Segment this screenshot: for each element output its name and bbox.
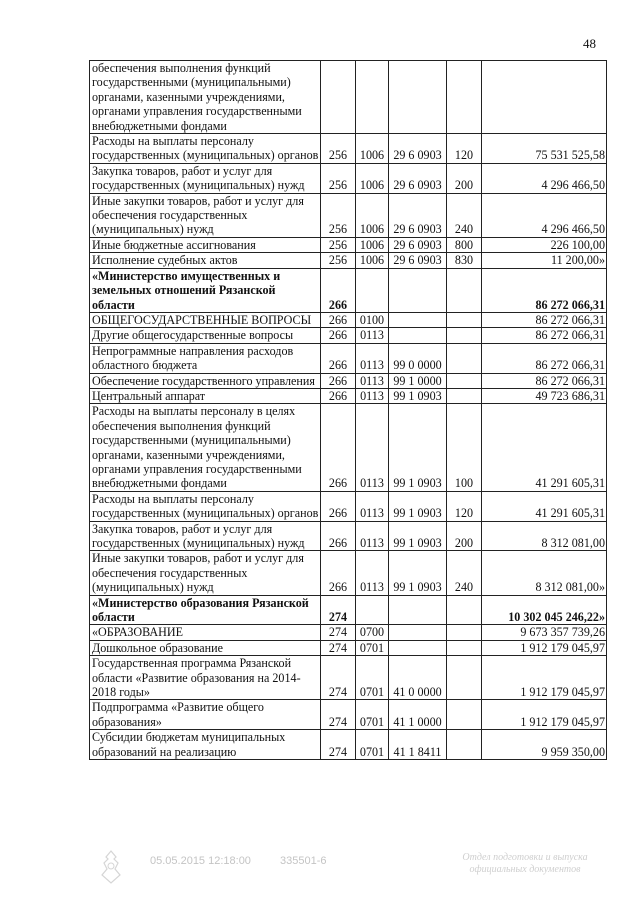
row-article: 99 1 0903 xyxy=(389,521,447,551)
table-row xyxy=(90,268,607,312)
row-name: обеспечения выполнения функций государственными (муниципальными) органами, казенными учреждениями, органами управления государственными внебюджетными фондами xyxy=(90,61,321,134)
table-row xyxy=(90,312,607,327)
row-code: 256 xyxy=(321,163,356,193)
table-row xyxy=(90,193,607,237)
emblem-icon xyxy=(94,849,128,885)
table-row xyxy=(90,551,607,595)
row-code: 274 xyxy=(321,730,356,760)
page-number: 48 xyxy=(583,36,596,51)
table-row xyxy=(90,373,607,388)
row-amount: 10 302 045 246,22» xyxy=(482,595,607,625)
row-section: 1006 xyxy=(356,237,389,252)
row-amount: 9 959 350,00 xyxy=(482,730,607,760)
row-name: Иные бюджетные ассигнования xyxy=(90,237,321,252)
row-name: Расходы на выплаты персоналу в целях обеспечения выполнения функций государственными (муниципальными) органами, казенными учреждениями, органами управления государственными внебюджетными фондами xyxy=(90,404,321,491)
row-section: 0113 xyxy=(356,328,389,343)
row-section xyxy=(356,61,389,134)
row-expense-type xyxy=(447,328,482,343)
row-code: 266 xyxy=(321,312,356,327)
row-name: Расходы на выплаты персоналу государственных (муниципальных) органов xyxy=(90,134,321,164)
row-amount: 86 272 066,31 xyxy=(482,268,607,312)
row-section xyxy=(356,268,389,312)
row-name: Иные закупки товаров, работ и услуг для обеспечения государственных (муниципальных) нужд xyxy=(90,193,321,237)
row-name: Другие общегосударственные вопросы xyxy=(90,328,321,343)
table-row xyxy=(90,521,607,551)
row-amount: 8 312 081,00» xyxy=(482,551,607,595)
row-section: 0113 xyxy=(356,343,389,373)
row-expense-type: 240 xyxy=(447,551,482,595)
row-code: 266 xyxy=(321,491,356,521)
row-expense-type xyxy=(447,312,482,327)
row-name: Дошкольное образование xyxy=(90,640,321,655)
row-expense-type: 120 xyxy=(447,491,482,521)
row-amount: 9 673 357 739,26 xyxy=(482,625,607,640)
row-article: 29 6 0903 xyxy=(389,134,447,164)
row-article: 41 0 0000 xyxy=(389,656,447,700)
row-name: Закупка товаров, работ и услуг для государственных (муниципальных) нужд xyxy=(90,521,321,551)
row-expense-type xyxy=(447,640,482,655)
row-code: 256 xyxy=(321,253,356,268)
row-article: 99 0 0000 xyxy=(389,343,447,373)
row-expense-type xyxy=(447,268,482,312)
footer-note: Отдел подготовки и выпуска официальных документов xyxy=(462,852,588,875)
row-name: Расходы на выплаты персоналу государственных (муниципальных) органов xyxy=(90,491,321,521)
footer-date: 05.05.2015 12:18:00 xyxy=(150,855,251,867)
table-row xyxy=(90,237,607,252)
footer-doc-id: 335501-6 xyxy=(280,855,327,867)
row-expense-type: 100 xyxy=(447,404,482,491)
row-section: 0113 xyxy=(356,373,389,388)
row-article xyxy=(389,328,447,343)
row-amount: 86 272 066,31 xyxy=(482,312,607,327)
budget-table xyxy=(89,60,607,760)
row-amount: 86 272 066,31 xyxy=(482,373,607,388)
row-code: 274 xyxy=(321,700,356,730)
row-code: 256 xyxy=(321,193,356,237)
row-code: 274 xyxy=(321,595,356,625)
row-expense-type: 800 xyxy=(447,237,482,252)
row-section: 0113 xyxy=(356,491,389,521)
row-name: Закупка товаров, работ и услуг для государственных (муниципальных) нужд xyxy=(90,163,321,193)
row-article: 99 1 0903 xyxy=(389,551,447,595)
row-expense-type xyxy=(447,730,482,760)
table-row xyxy=(90,343,607,373)
row-code: 266 xyxy=(321,343,356,373)
row-name: Государственная программа Рязанской области «Развитие образования на 2014-2018 годы» xyxy=(90,656,321,700)
row-amount: 11 200,00» xyxy=(482,253,607,268)
row-code: 266 xyxy=(321,388,356,403)
row-expense-type xyxy=(447,595,482,625)
row-amount: 41 291 605,31 xyxy=(482,404,607,491)
row-expense-type xyxy=(447,373,482,388)
row-article: 41 1 8411 xyxy=(389,730,447,760)
row-amount: 1 912 179 045,97 xyxy=(482,700,607,730)
row-section: 0100 xyxy=(356,312,389,327)
row-code: 266 xyxy=(321,373,356,388)
table-row xyxy=(90,328,607,343)
row-code: 274 xyxy=(321,656,356,700)
row-section: 0701 xyxy=(356,656,389,700)
row-article: 29 6 0903 xyxy=(389,193,447,237)
table-row xyxy=(90,700,607,730)
row-section: 1006 xyxy=(356,134,389,164)
row-expense-type xyxy=(447,388,482,403)
row-section: 0113 xyxy=(356,551,389,595)
row-article: 41 1 0000 xyxy=(389,700,447,730)
page-footer xyxy=(0,849,640,889)
row-article xyxy=(389,595,447,625)
row-amount: 1 912 179 045,97 xyxy=(482,640,607,655)
row-amount: 1 912 179 045,97 xyxy=(482,656,607,700)
row-article: 99 1 0903 xyxy=(389,404,447,491)
row-section: 0113 xyxy=(356,388,389,403)
row-amount: 49 723 686,31 xyxy=(482,388,607,403)
row-name: Центральный аппарат xyxy=(90,388,321,403)
row-section: 0113 xyxy=(356,521,389,551)
row-code: 266 xyxy=(321,404,356,491)
row-name: «ОБРАЗОВАНИЕ xyxy=(90,625,321,640)
row-article xyxy=(389,268,447,312)
row-expense-type: 200 xyxy=(447,521,482,551)
table-row xyxy=(90,625,607,640)
row-code: 274 xyxy=(321,640,356,655)
row-article xyxy=(389,61,447,134)
row-section: 0701 xyxy=(356,730,389,760)
row-expense-type: 120 xyxy=(447,134,482,164)
row-code: 274 xyxy=(321,625,356,640)
table-row xyxy=(90,388,607,403)
table-row xyxy=(90,595,607,625)
row-code: 266 xyxy=(321,328,356,343)
row-code: 266 xyxy=(321,551,356,595)
row-amount: 226 100,00 xyxy=(482,237,607,252)
row-section: 0700 xyxy=(356,625,389,640)
row-expense-type xyxy=(447,343,482,373)
row-code: 266 xyxy=(321,268,356,312)
table-row xyxy=(90,656,607,700)
row-expense-type xyxy=(447,61,482,134)
row-section: 1006 xyxy=(356,193,389,237)
row-article xyxy=(389,625,447,640)
table-row xyxy=(90,61,607,134)
row-section: 0113 xyxy=(356,404,389,491)
row-expense-type: 200 xyxy=(447,163,482,193)
row-name: Субсидии бюджетам муниципальных образований на реализацию xyxy=(90,730,321,760)
row-name: «Министерство имущественных и земельных отношений Рязанской области xyxy=(90,268,321,312)
row-expense-type: 240 xyxy=(447,193,482,237)
row-article: 29 6 0903 xyxy=(389,163,447,193)
row-code xyxy=(321,61,356,134)
row-name: Обеспечение государственного управления xyxy=(90,373,321,388)
row-code: 266 xyxy=(321,521,356,551)
row-name: Иные закупки товаров, работ и услуг для обеспечения государственных (муниципальных) нужд xyxy=(90,551,321,595)
table-row xyxy=(90,404,607,491)
row-article: 99 1 0903 xyxy=(389,491,447,521)
row-name: ОБЩЕГОСУДАРСТВЕННЫЕ ВОПРОСЫ xyxy=(90,312,321,327)
row-section: 0701 xyxy=(356,700,389,730)
row-amount: 86 272 066,31 xyxy=(482,328,607,343)
budget-table-body xyxy=(90,61,607,760)
row-amount xyxy=(482,61,607,134)
row-amount: 4 296 466,50 xyxy=(482,193,607,237)
row-article xyxy=(389,640,447,655)
row-name: Исполнение судебных актов xyxy=(90,253,321,268)
table-row xyxy=(90,163,607,193)
table-row xyxy=(90,730,607,760)
row-article: 99 1 0000 xyxy=(389,373,447,388)
row-name: Непрограммные направления расходов областного бюджета xyxy=(90,343,321,373)
table-row xyxy=(90,253,607,268)
row-section: 0701 xyxy=(356,640,389,655)
row-expense-type xyxy=(447,656,482,700)
row-amount: 41 291 605,31 xyxy=(482,491,607,521)
row-section: 1006 xyxy=(356,163,389,193)
row-amount: 8 312 081,00 xyxy=(482,521,607,551)
row-amount: 4 296 466,50 xyxy=(482,163,607,193)
row-article: 29 6 0903 xyxy=(389,237,447,252)
table-row xyxy=(90,491,607,521)
row-amount: 75 531 525,58 xyxy=(482,134,607,164)
row-section: 1006 xyxy=(356,253,389,268)
row-code: 256 xyxy=(321,134,356,164)
row-section xyxy=(356,595,389,625)
table-row xyxy=(90,134,607,164)
table-row xyxy=(90,640,607,655)
row-article: 29 6 0903 xyxy=(389,253,447,268)
row-name: Подпрограмма «Развитие общего образования» xyxy=(90,700,321,730)
row-code: 256 xyxy=(321,237,356,252)
row-name: «Министерство образования Рязанской области xyxy=(90,595,321,625)
row-expense-type xyxy=(447,700,482,730)
row-expense-type xyxy=(447,625,482,640)
row-amount: 86 272 066,31 xyxy=(482,343,607,373)
row-article xyxy=(389,312,447,327)
row-article: 99 1 0903 xyxy=(389,388,447,403)
row-expense-type: 830 xyxy=(447,253,482,268)
